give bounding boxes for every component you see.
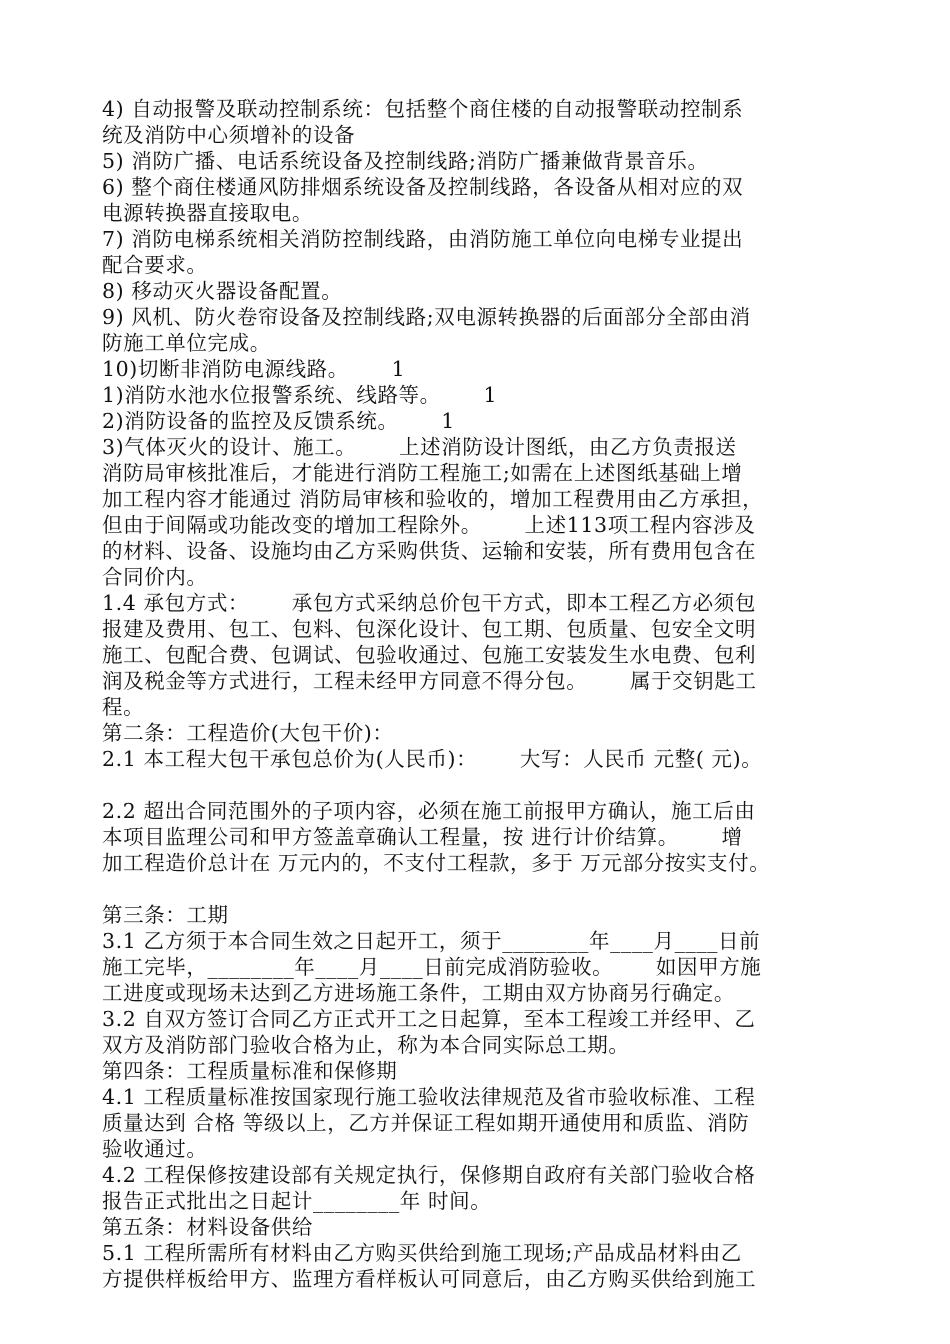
text-line: 3.2 自双方签订合同乙方正式开工之日起算，至本工程竣工并经甲、乙	[102, 1007, 756, 1031]
text-line: 第三条：工期	[102, 903, 229, 927]
text-line: 3.1 乙方须于本合同生效之日起开工，须于________年____月____日前	[102, 929, 761, 953]
text-line: 报告正式批出之日起计________年 时间。	[102, 1189, 492, 1213]
text-line: 但由于间隔或功能改变的增加工程除外。 上述113项工程内容涉及	[102, 513, 756, 537]
text-line: 第四条：工程质量标准和保修期	[102, 1059, 398, 1083]
text-line: 的材料、设备、设施均由乙方采购供货、运输和安装，所有费用包含在	[102, 539, 757, 563]
text-line: 工进度或现场未达到乙方进场施工条件，工期由双方协商另行确定。	[102, 981, 735, 1005]
text-line: 程。	[102, 695, 145, 719]
text-line: 4) 自动报警及联动控制系统：包括整个商住楼的自动报警联动控制系	[102, 97, 744, 121]
text-line: 6) 整个商住楼通风防排烟系统设备及控制线路，各设备从相对应的双	[102, 175, 744, 199]
text-line: 2.1 本工程大包干承包总价为(人民币)： 大写：人民币 元整( 元)。	[102, 747, 763, 771]
blank-line	[102, 876, 854, 902]
text-line: 方提供样板给甲方、监理方看样板认可同意后，由乙方购买供给到施工	[102, 1267, 757, 1291]
text-line: 10)切断非消防电源线路。 1	[102, 357, 406, 381]
text-line: 施工完毕，________年____月____日前完成消防验收。 如因甲方施	[102, 955, 762, 979]
text-line: 电源转换器直接取电。	[102, 201, 313, 225]
blank-line	[102, 772, 854, 798]
text-line: 8) 移动灭火器设备配置。	[102, 279, 343, 303]
text-line: 9) 风机、防火卷帘设备及控制线路;双电源转换器的后面部分全部由消	[102, 305, 751, 329]
text-line: 合同价内。	[102, 565, 208, 589]
text-line: 润及税金等方式进行，工程未经甲方同意不得分包。 属于交钥匙工	[102, 669, 757, 693]
text-line: 第五条：材料设备供给	[102, 1215, 313, 1239]
text-line: 验收通过。	[102, 1137, 208, 1161]
text-line: 1)消防水池水位报警系统、线路等。 1	[102, 383, 498, 407]
text-line: 第二条：工程造价(大包干价)：	[102, 721, 394, 745]
text-line: 本项目监理公司和甲方签盖章确认工程量，按 进行计价结算。 增	[102, 825, 743, 849]
text-line: 5) 消防广播、电话系统设备及控制线路;消防广播兼做背景音乐。	[102, 149, 709, 173]
text-line: 防施工单位完成。	[102, 331, 271, 355]
text-line: 4.1 工程质量标准按国家现行施工验收法律规范及省市验收标准、工程	[102, 1085, 756, 1109]
text-line: 消防局审核批准后，才能进行消防工程施工;如需在上述图纸基础上增	[102, 461, 743, 485]
text-line: 1.4 承包方式： 承包方式采纳总价包干方式，即本工程乙方必须包	[102, 591, 756, 615]
text-line: 4.2 工程保修按建设部有关规定执行，保修期自政府有关部门验收合格	[102, 1163, 756, 1187]
text-line: 质量达到 合格 等级以上，乙方并保证工程如期开通使用和质监、消防	[102, 1111, 750, 1135]
text-line: 施工、包配合费、包调试、包验收通过、包施工安装发生水电费、包利	[102, 643, 757, 667]
text-line: 5.1 工程所需所有材料由乙方购买供给到施工现场;产品成品材料由乙	[102, 1241, 742, 1265]
text-line: 双方及消防部门验收合格为止，称为本合同实际总工期。	[102, 1033, 630, 1057]
text-line: 统及消防中心须增补的设备	[102, 123, 356, 147]
text-line: 3)气体灭火的设计、施工。 上述消防设计图纸，由乙方负责报送	[102, 435, 737, 459]
text-line: 配合要求。	[102, 253, 208, 277]
text-line: 报建及费用、包工、包料、包深化设计、包工期、包质量、包安全文明	[102, 617, 757, 641]
text-line: 2.2 超出合同范围外的子项内容，必须在施工前报甲方确认，施工后由	[102, 799, 756, 823]
text-line: 2)消防设备的监控及反馈系统。 1	[102, 409, 455, 433]
text-line: 7) 消防电梯系统相关消防控制线路，由消防施工单位向电梯专业提出	[102, 227, 744, 251]
document-page	[102, 96, 854, 1292]
text-line: 加工程内容才能通过 消防局审核和验收的，增加工程费用由乙方承担，	[102, 487, 764, 511]
text-line: 加工程造价总计在 万元内的，不支付工程款，多于 万元部分按实支付。	[102, 851, 771, 875]
